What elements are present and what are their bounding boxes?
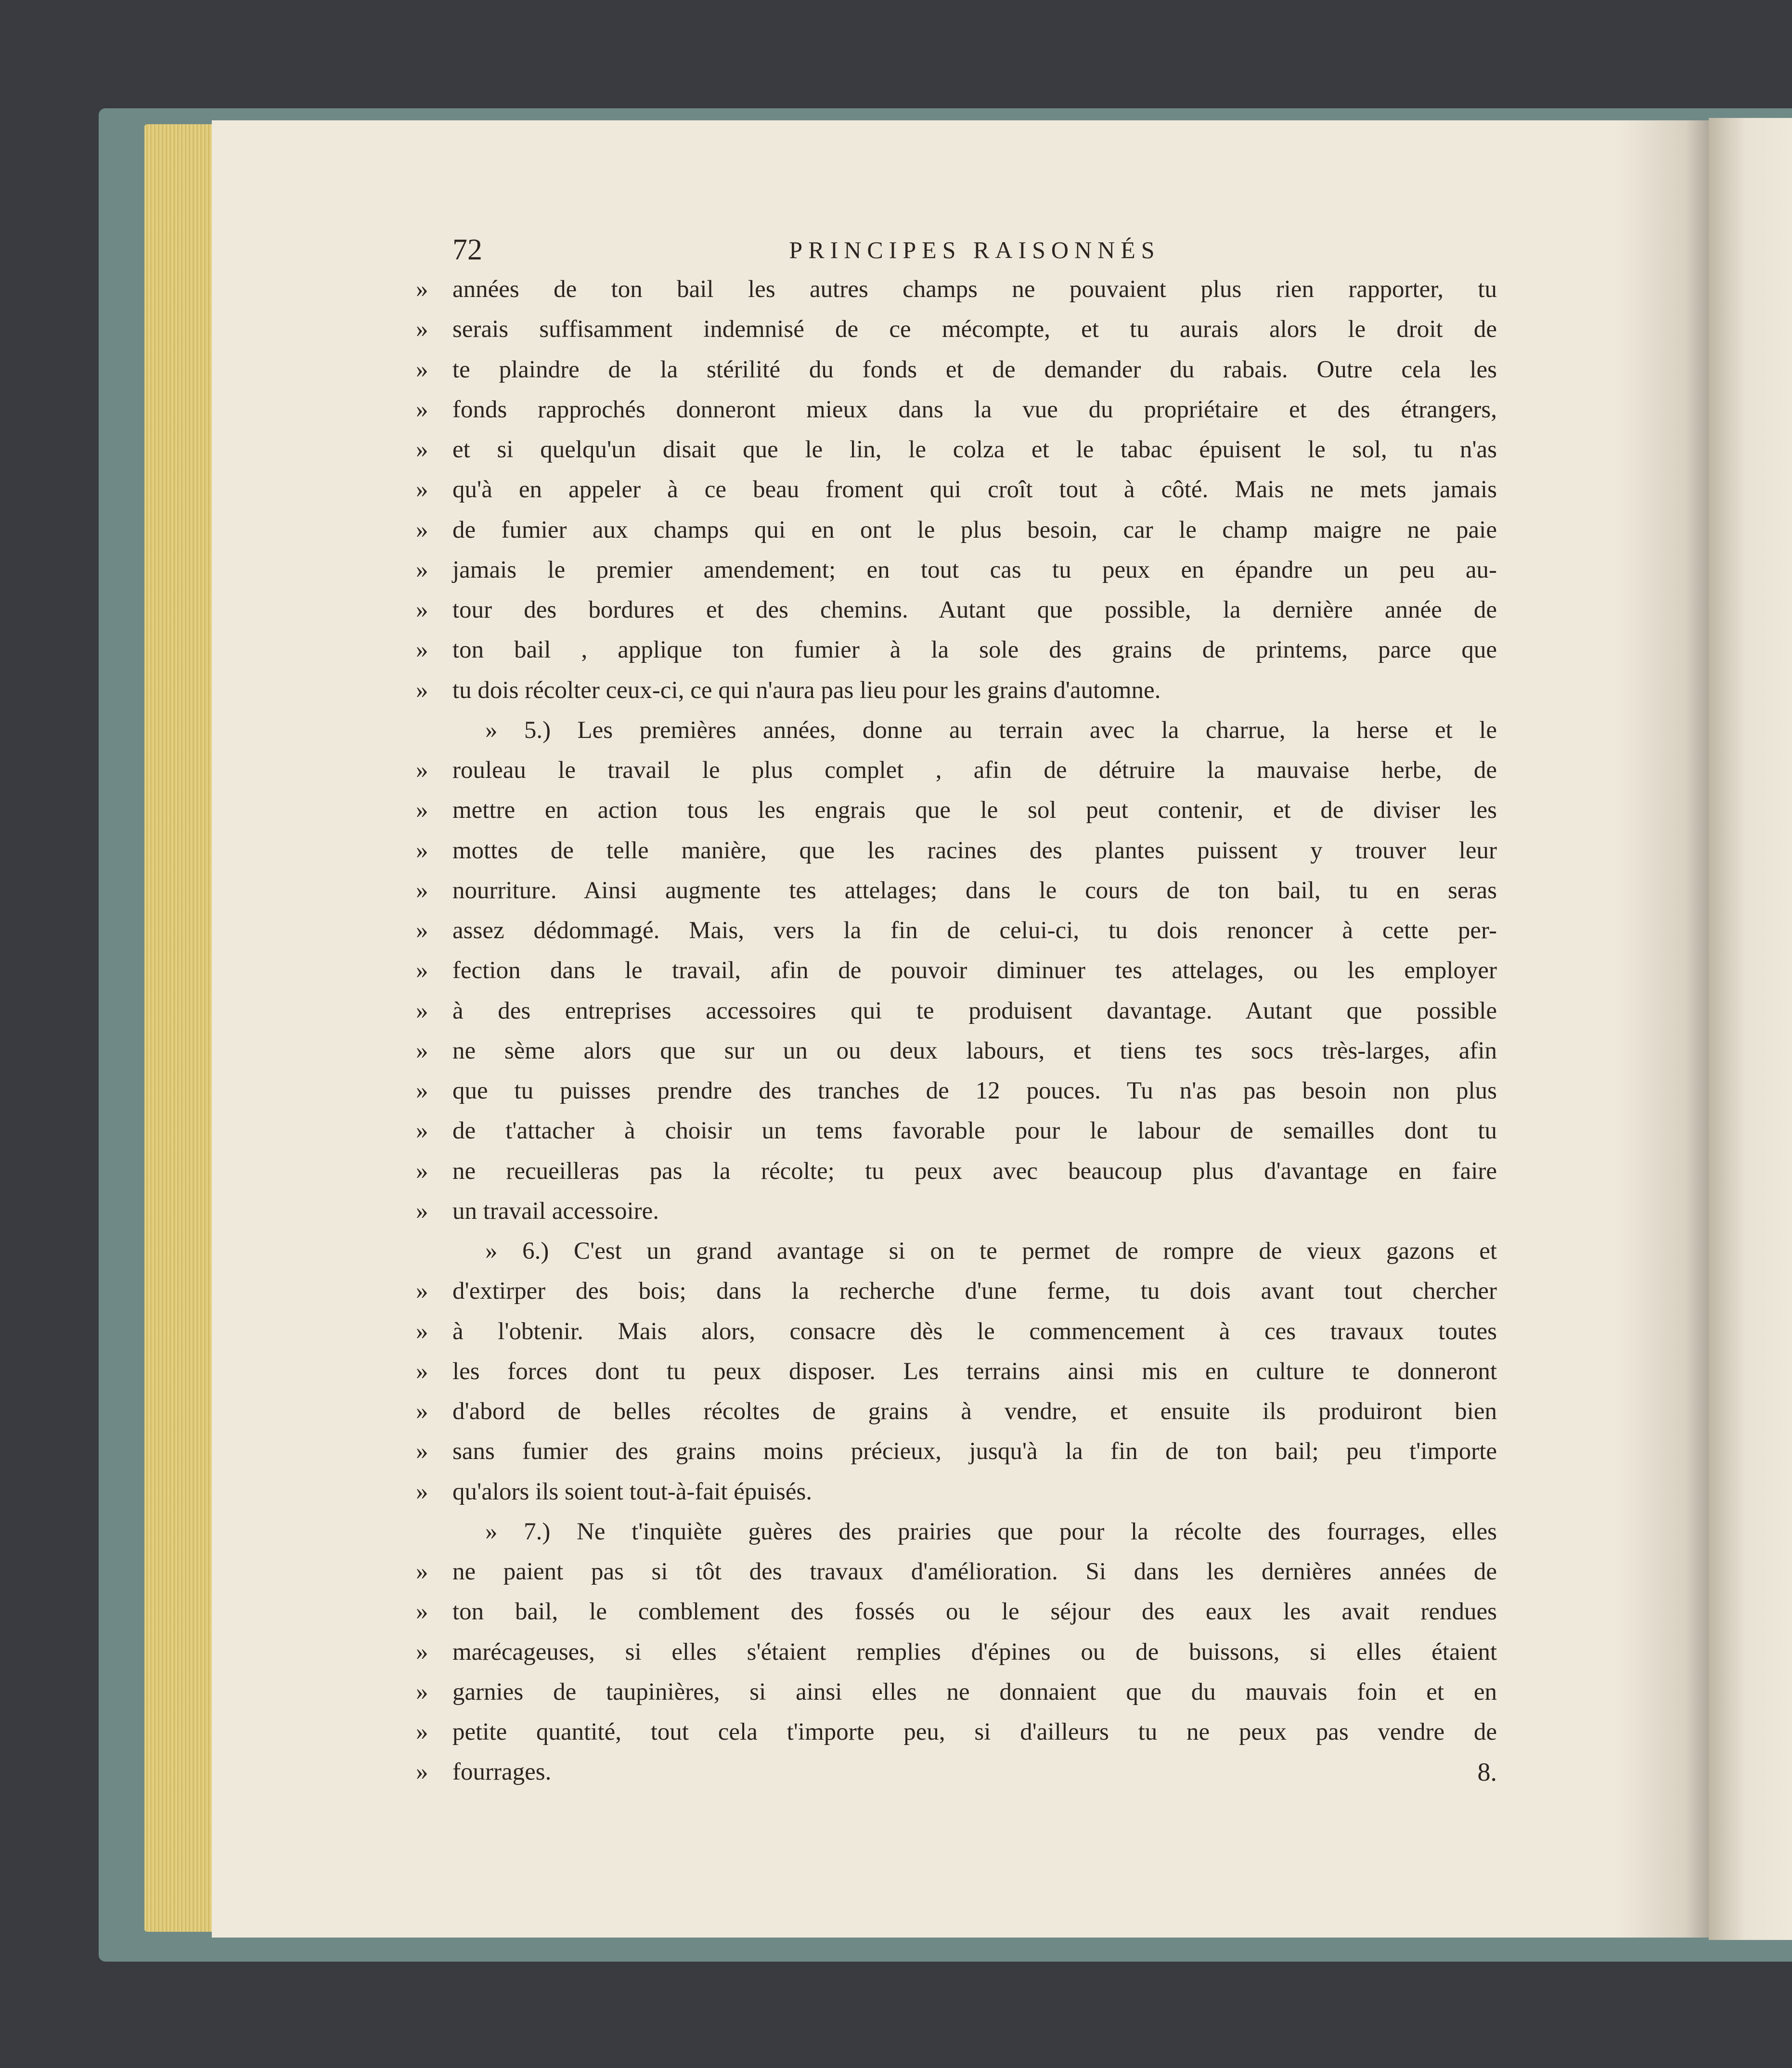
line-text: années de ton bail les autres champs ne pouvaient plus rien rapporter, tu xyxy=(452,276,1497,303)
text-line xyxy=(416,430,1497,470)
line-text: fonds rapprochés donneront mieux dans la vue du propriétaire et des étrangers, xyxy=(452,396,1497,423)
quote-mark: » xyxy=(416,276,428,303)
text-line xyxy=(452,711,1497,750)
text-line xyxy=(416,790,1497,830)
line-text: d'extirper des bois; dans la recherche d'une ferme, tu dois avant tout chercher xyxy=(452,1278,1497,1305)
quote-mark: » xyxy=(416,396,428,423)
running-head xyxy=(452,230,1497,270)
quote-mark: » xyxy=(416,436,428,463)
body-text xyxy=(416,270,1497,1793)
quote-mark: » xyxy=(416,1037,428,1064)
quote-mark: » xyxy=(416,1478,428,1505)
quote-mark: » xyxy=(416,556,428,583)
text-line xyxy=(416,750,1497,790)
page-edges xyxy=(144,124,217,1932)
text-line xyxy=(416,1312,1497,1352)
quote-mark: » xyxy=(416,1558,428,1585)
line-text: qu'à en appeler à ce beau froment qui croît tout à côté. Mais ne mets jamais xyxy=(452,476,1497,504)
quote-mark: » xyxy=(416,917,428,944)
quote-mark: » xyxy=(416,957,428,984)
text-line xyxy=(416,590,1497,630)
text-line xyxy=(416,1191,1497,1231)
page-number: 72 xyxy=(452,233,482,266)
text-line xyxy=(416,550,1497,590)
text-line xyxy=(416,510,1497,550)
line-text: serais suffisamment indemnisé de ce mécompte, et tu aurais alors le droit de xyxy=(452,316,1497,343)
line-text: te plaindre de la stérilité du fonds et de demander du rabais. Outre cela les xyxy=(452,356,1497,383)
running-title: PRINCIPES RAISONNÉS xyxy=(789,236,1160,263)
text-line xyxy=(416,470,1497,510)
quote-mark: » xyxy=(416,1077,428,1104)
quote-mark: » xyxy=(416,596,428,623)
text-line xyxy=(416,1151,1497,1191)
line-text: rouleau le travail le plus complet , afin de détruire la mauvaise herbe, de xyxy=(452,757,1497,784)
text-line xyxy=(416,951,1497,991)
text-line xyxy=(416,1031,1497,1071)
line-text: fourrages. xyxy=(452,1758,552,1786)
line-text: petite quantité, tout cela t'importe peu, si d'ailleurs tu ne peux pas vendre de xyxy=(452,1719,1497,1745)
text-line xyxy=(452,1512,1497,1552)
line-text: tour des bordures et des chemins. Autant que possible, la dernière année de xyxy=(452,596,1497,623)
text-line xyxy=(416,671,1497,711)
quote-mark: » xyxy=(416,1318,428,1345)
quote-mark: » xyxy=(416,1758,428,1786)
quote-mark: » xyxy=(416,797,428,824)
quote-mark: » xyxy=(416,636,428,664)
quote-mark: » xyxy=(416,1117,428,1145)
text-line xyxy=(416,390,1497,430)
text-line xyxy=(416,991,1497,1031)
line-text: assez dédommagé. Mais, vers la fin de celui-ci, tu dois renoncer à cette per- xyxy=(452,917,1497,944)
line-text: ne sème alors que sur un ou deux labours, et tiens tes socs très-larges, afin xyxy=(452,1037,1497,1064)
text-line xyxy=(416,1592,1497,1632)
line-text: qu'alors ils soient tout-à-fait épuisés. xyxy=(452,1478,812,1505)
text-line xyxy=(416,1071,1497,1111)
line-text: marécageuses, si elles s'étaient remplies d'épines ou de buissons, si elles étaient xyxy=(452,1638,1497,1666)
line-text: mettre en action tous les engrais que le sol peut contenir, et de diviser les xyxy=(452,797,1497,824)
text-line xyxy=(416,1672,1497,1712)
quote-mark: » xyxy=(416,676,428,704)
quote-mark: » xyxy=(416,997,428,1024)
line-text: » 6.) C'est un grand avantage si on te permet de rompre de vieux gazons et xyxy=(485,1238,1497,1265)
line-text: nourriture. Ainsi augmente tes attelages; dans le cours de ton bail, tu en seras xyxy=(452,877,1497,904)
line-text: mottes de telle manière, que les racines des plantes puissent y trouver leur xyxy=(452,837,1497,864)
quote-mark: » xyxy=(416,1357,428,1385)
text-line xyxy=(416,1111,1497,1151)
quote-mark: » xyxy=(416,1197,428,1225)
line-text: et si quelqu'un disait que le lin, le colza et le tabac épuisent le sol, tu n'as xyxy=(452,436,1497,463)
quote-mark: » xyxy=(416,1638,428,1666)
line-text: que tu puisses prendre des tranches de 12 pouces. Tu n'as pas besoin non plus xyxy=(452,1077,1497,1104)
line-text: fection dans le travail, afin de pouvoir diminuer tes attelages, ou les employer xyxy=(452,957,1497,984)
quote-mark: » xyxy=(416,1678,428,1706)
text-line xyxy=(416,310,1497,349)
text-line xyxy=(416,1752,1497,1792)
line-text: de t'attacher à choisir un tems favorable pour le labour de semailles dont tu xyxy=(452,1117,1497,1145)
line-text: un travail accessoire. xyxy=(452,1197,659,1225)
quote-mark: » xyxy=(416,316,428,343)
quote-mark: » xyxy=(416,837,428,864)
text-line xyxy=(416,1432,1497,1472)
text-line xyxy=(416,350,1497,390)
text-line xyxy=(416,270,1497,310)
text-line xyxy=(416,1352,1497,1392)
quote-mark: » xyxy=(416,356,428,383)
gutter-shadow xyxy=(1617,120,1709,1938)
text-line xyxy=(416,911,1497,951)
quote-mark: » xyxy=(416,516,428,543)
quote-mark: » xyxy=(416,1438,428,1465)
line-text: » 5.) Les premières années, donne au terrain avec la charrue, la herse et le xyxy=(485,716,1497,744)
quote-mark: » xyxy=(416,1278,428,1305)
quote-mark: » xyxy=(416,1398,428,1425)
line-text: garnies de taupinières, si ainsi elles ne donnaient que du mauvais foin et en xyxy=(452,1678,1497,1706)
line-text: les forces dont tu peux disposer. Les terrains ainsi mis en culture te donneront xyxy=(452,1357,1497,1385)
text-line xyxy=(416,1552,1497,1592)
line-text: jamais le premier amendement; en tout cas tu peux en épandre un peu au- xyxy=(452,556,1497,583)
facing-page xyxy=(1709,118,1792,1940)
line-text: ton bail, le comblement des fossés ou le séjour des eaux les avait rendues xyxy=(452,1598,1497,1626)
line-text: » 7.) Ne t'inquiète guères des prairies que pour la récolte des fourrages, elles xyxy=(485,1518,1497,1545)
line-text: à l'obtenir. Mais alors, consacre dès le commencement à ces travaux toutes xyxy=(452,1318,1497,1345)
line-text: ne recueilleras pas la récolte; tu peux avec beaucoup plus d'avantage en faire xyxy=(452,1157,1497,1185)
text-line xyxy=(416,1271,1497,1311)
line-text: à des entreprises accessoires qui te produisent davantage. Autant que possible xyxy=(452,997,1497,1024)
quote-mark: » xyxy=(416,476,428,504)
text-line xyxy=(416,831,1497,871)
text-line xyxy=(416,1472,1497,1512)
quote-mark: » xyxy=(416,1598,428,1626)
quote-mark: » xyxy=(416,757,428,784)
line-text: tu dois récolter ceux-ci, ce qui n'aura pas lieu pour les grains d'automne. xyxy=(452,676,1161,704)
line-text: ton bail , applique ton fumier à la sole des grains de printems, parce que xyxy=(452,636,1497,664)
text-block xyxy=(416,230,1497,1793)
text-line xyxy=(452,1231,1497,1271)
quote-mark: » xyxy=(416,1157,428,1185)
quote-mark: » xyxy=(416,1719,428,1745)
text-line xyxy=(416,1632,1497,1672)
text-line xyxy=(416,630,1497,670)
signature-mark: 8. xyxy=(1477,1758,1497,1787)
text-line xyxy=(416,1712,1497,1752)
text-line xyxy=(416,871,1497,911)
text-line xyxy=(416,1392,1497,1432)
line-text: de fumier aux champs qui en ont le plus besoin, car le champ maigre ne paie xyxy=(452,516,1497,543)
line-text: sans fumier des grains moins précieux, jusqu'à la fin de ton bail; peu t'importe xyxy=(452,1438,1497,1465)
quote-mark: » xyxy=(416,877,428,904)
line-text: d'abord de belles récoltes de grains à vendre, et ensuite ils produiront bien xyxy=(452,1398,1497,1425)
line-text: ne paient pas si tôt des travaux d'amélioration. Si dans les dernières années de xyxy=(452,1558,1497,1585)
